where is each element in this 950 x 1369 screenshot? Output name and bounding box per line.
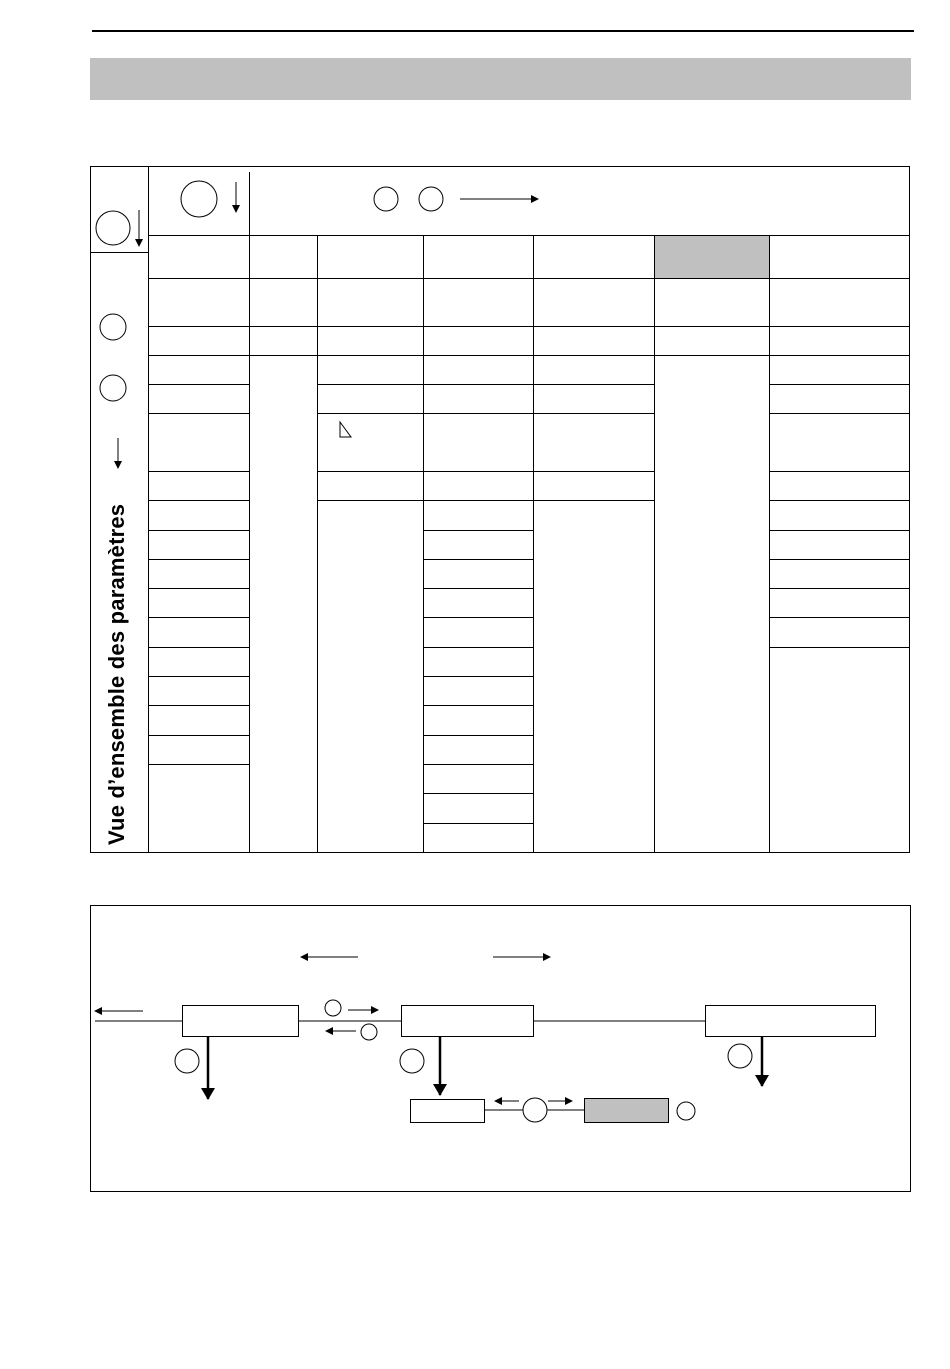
side-circle-key-icon bbox=[96, 211, 130, 245]
circle-key-icon bbox=[728, 1044, 752, 1068]
side-title: Vue d’ensemble des paramètres bbox=[104, 503, 129, 845]
menu-box-2[interactable] bbox=[402, 1006, 534, 1037]
circle-key-icon bbox=[374, 187, 398, 211]
circle-key-icon bbox=[523, 1098, 547, 1122]
triangle-mark-icon bbox=[340, 422, 351, 437]
circle-key-icon bbox=[419, 187, 443, 211]
header-circle-key-icon bbox=[181, 181, 217, 217]
circle-key-icon bbox=[361, 1024, 377, 1040]
submenu-box[interactable] bbox=[411, 1100, 485, 1123]
menu-box-3[interactable] bbox=[706, 1006, 876, 1037]
table-frame bbox=[91, 167, 910, 853]
circle-key-icon bbox=[175, 1049, 199, 1073]
circle-key-icon bbox=[325, 1000, 341, 1016]
circle-key-icon bbox=[100, 314, 126, 340]
menu-box-1[interactable] bbox=[183, 1006, 299, 1037]
highlighted-header-cell bbox=[654, 236, 769, 278]
circle-key-icon bbox=[100, 375, 126, 401]
navigation-diagram-frame bbox=[91, 906, 911, 1192]
highlighted-submenu-box[interactable] bbox=[585, 1099, 669, 1123]
circle-key-icon bbox=[677, 1102, 695, 1120]
circle-key-icon bbox=[400, 1049, 424, 1073]
